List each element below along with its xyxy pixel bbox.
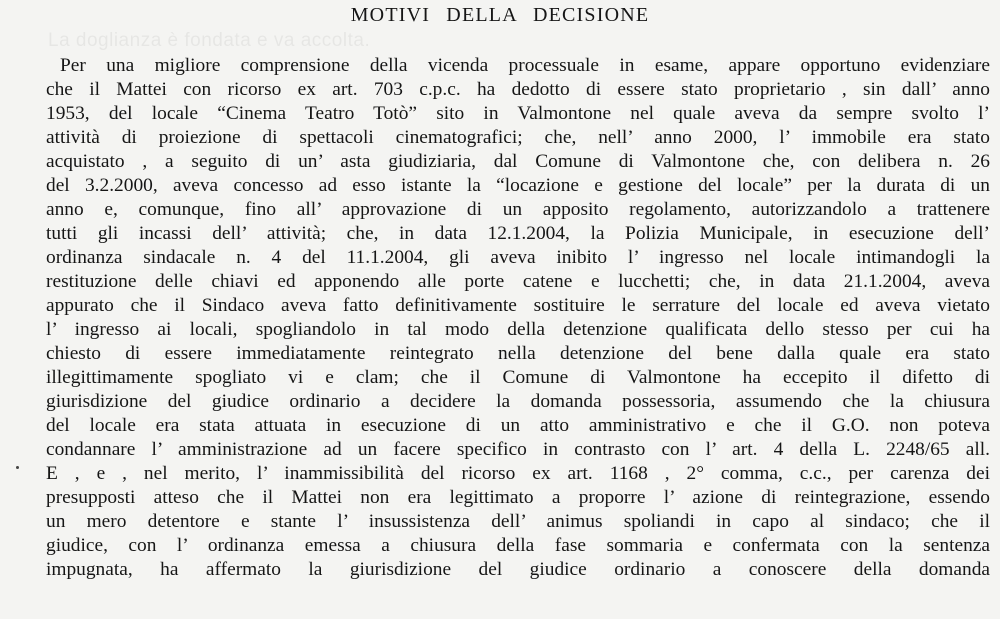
body-line: condannare l’ amministrazione ad un facere specifico in contrasto con l’ art. 4 della L. 2248/65 all.: [46, 439, 990, 460]
body-line: presupposti atteso che il Mattei non era legittimato a proporre l’ azione di reintegrazione, essendo: [46, 487, 990, 508]
body-line: giurisdizione del giudice ordinario a decidere la domanda possessoria, assumendo che la chiusura: [46, 391, 990, 412]
body-line: impugnata, ha affermato la giurisdizione del giudice ordinario a conoscere della domanda: [46, 559, 990, 580]
body-line: anno e, comunque, fino all’ approvazione di un apposito regolamento, autorizzandolo a trattenere: [46, 199, 990, 220]
body-line: restituzione delle chiavi ed apponendo alle porte catene e lucchetti; che, in data 21.1.2004, aveva: [46, 271, 990, 292]
ink-speck: [16, 466, 19, 469]
body-line: del 3.2.2000, aveva concesso ad esso istante la “locazione e gestione del locale” per la durata di un: [46, 175, 990, 196]
body-line: attività di proiezione di spettacoli cinematografici; che, nell’ anno 2000, l’ immobile era stato: [46, 127, 990, 148]
body-line: illegittimamente spogliato vi e clam; che il Comune di Valmontone ha eccepito il difetto di: [46, 367, 990, 388]
body-line: l’ ingresso ai locali, spogliandolo in tal modo della detenzione qualificata dello stesso per cui ha: [46, 319, 990, 340]
body-line: del locale era stata attuata in esecuzione di un atto amministrativo e che il G.O. non poteva: [46, 415, 990, 436]
body-line: ordinanza sindacale n. 4 del 11.1.2004, gli aveva inibito l’ ingresso nel locale intimandogli la: [46, 247, 990, 268]
body-line: chiesto di essere immediatamente reintegrato nella detenzione del bene dalla quale era stato: [46, 343, 990, 364]
body-line: E , e , nel merito, l’ inammissibilità del ricorso ex art. 1168 , 2° comma, c.c., per carenza dei: [46, 463, 990, 484]
body-line: 1953, del locale “Cinema Teatro Totò” sito in Valmontone nel quale aveva da sempre svolto l’: [46, 103, 990, 124]
body-line: tutti gli incassi dell’ attività; che, in data 12.1.2004, la Polizia Municipale, in esecuzione dell’: [46, 223, 990, 244]
body-line: appurato che il Sindaco aveva fatto definitivamente sostituire le serrature del locale ed aveva vietato: [46, 295, 990, 316]
body-line: che il Mattei con ricorso ex art. 703 c.p.c. ha dedotto di essere stato proprietario , sin dall’ anno: [46, 79, 990, 100]
body-line: Per una migliore comprensione della vicenda processuale in esame, appare opportuno evidenziare: [60, 55, 990, 76]
bleed-through-text: La doglianza è fondata e va accolta.: [48, 30, 371, 51]
body-line: giudice, con l’ ordinanza emessa a chiusura della fase sommaria e confermata con la sentenza: [46, 535, 990, 556]
body-line: acquistato , a seguito di un’ asta giudiziaria, dal Comune di Valmontone che, con delibera n. 26: [46, 151, 990, 172]
body-line: un mero detentore e stante l’ insussistenza dell’ animus spoliandi in capo al sindaco; che il: [46, 511, 990, 532]
page-title: MOTIVI DELLA DECISIONE: [350, 4, 650, 26]
